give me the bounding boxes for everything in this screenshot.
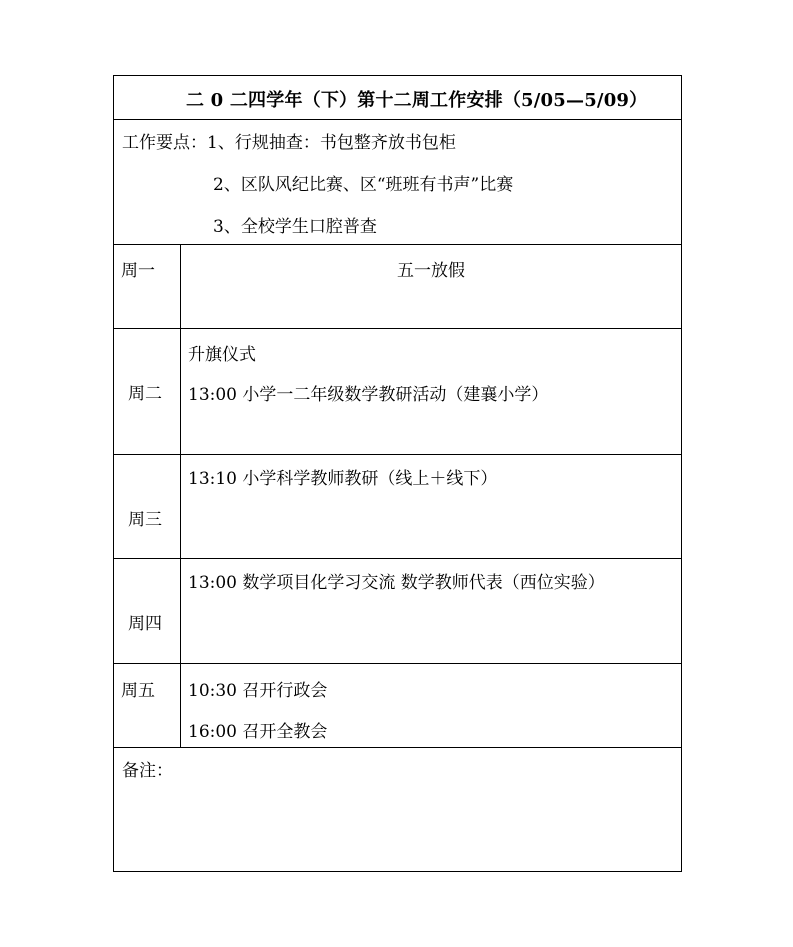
schedule-item: 16:00 召开全教会 (188, 722, 328, 742)
day-label-monday: 周一 (121, 261, 155, 281)
weekly-schedule-table (113, 75, 682, 872)
schedule-item: 13:00 数学项目化学习交流 数学教师代表（西位实验） (188, 573, 605, 593)
work-points-row (114, 120, 681, 245)
day-label-thursday: 周四 (128, 614, 162, 634)
day-row-thursday (114, 559, 681, 664)
day-content (181, 664, 681, 747)
day-label-wednesday: 周三 (128, 510, 162, 530)
remarks-row (114, 748, 681, 872)
day-row-friday (114, 664, 681, 748)
schedule-item: 13:10 小学科学教师教研（线上＋线下） (188, 469, 498, 489)
day-row-tuesday (114, 329, 681, 455)
schedule-item: 13:00 小学一二年级数学教研活动（建襄小学） (188, 385, 549, 405)
day-cell (114, 329, 181, 454)
schedule-item: 升旗仪式 (188, 345, 256, 365)
day-cell (114, 245, 181, 328)
schedule-item: 10:30 召开行政会 (188, 681, 328, 701)
day-content (181, 329, 681, 454)
day-content (181, 455, 681, 558)
page-title: 二 0 二四学年（下）第十二周工作安排（5/05—5/09） (186, 90, 648, 111)
day-content (181, 245, 681, 328)
day-row-monday (114, 245, 681, 329)
day-content (181, 559, 681, 663)
title-row (114, 76, 681, 120)
work-point-1: 工作要点：1、行规抽查：书包整齐放书包柜 (122, 133, 456, 153)
day-cell (114, 455, 181, 558)
day-cell (114, 664, 181, 747)
schedule-item: 五一放假 (397, 261, 465, 281)
day-row-wednesday (114, 455, 681, 559)
day-label-tuesday: 周二 (128, 384, 162, 404)
day-label-friday: 周五 (121, 681, 155, 701)
work-point-3: 3、全校学生口腔普查 (213, 217, 377, 237)
work-point-2: 2、区队风纪比赛、区“班班有书声”比赛 (213, 175, 514, 195)
day-cell (114, 559, 181, 663)
remarks-label: 备注： (122, 761, 173, 781)
